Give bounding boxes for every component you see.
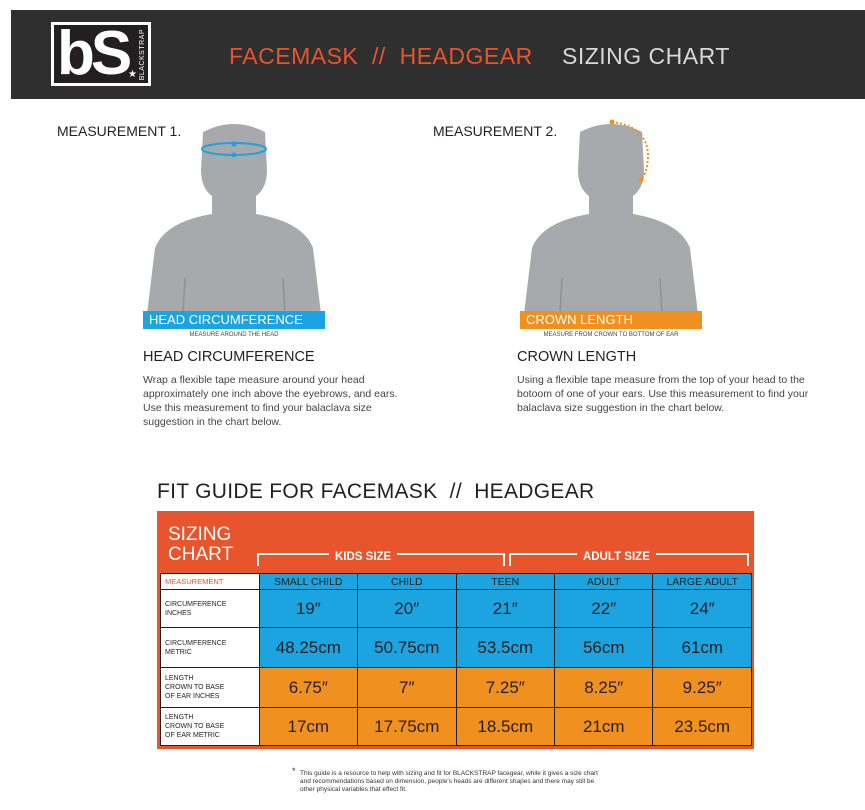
head-circumference-title: HEAD CIRCUMFERENCE bbox=[143, 349, 315, 365]
blackstrap-logo bbox=[51, 19, 151, 88]
row-label-line: OF EAR INCHES bbox=[165, 693, 220, 700]
crown-point-top bbox=[610, 120, 615, 125]
crown-length-figure bbox=[520, 118, 702, 314]
table-cell: 19″ bbox=[259, 589, 358, 628]
row-label-line: CROWN TO BASE bbox=[165, 723, 225, 730]
measurement-1-label: MEASUREMENT 1. bbox=[57, 123, 182, 139]
table-cell: 7″ bbox=[357, 667, 456, 708]
table-row bbox=[160, 707, 751, 745]
column-header: ADULT bbox=[554, 573, 653, 590]
row-label bbox=[160, 589, 260, 628]
table-row bbox=[160, 667, 751, 707]
head-circumference-note: MEASURE AROUND THE HEAD bbox=[189, 332, 279, 338]
table-row bbox=[160, 627, 751, 667]
header-chart-title: SIZING CHART bbox=[562, 43, 730, 69]
crown-point-ear bbox=[639, 178, 644, 183]
sizing-table bbox=[160, 573, 751, 745]
tape-point-top bbox=[232, 142, 237, 147]
footnote-text: This guide is a resource to help with sizing and fit for BLACKSTRAP facegear, while it gives a size chart and recommendations based on dimension, people's heads are different shapes and there may still be other physical variables that effect fit. bbox=[300, 770, 598, 793]
sizing-chart bbox=[157, 511, 754, 749]
crown-length-bar: CROWN LENGTH bbox=[520, 311, 702, 329]
table-cell: 21″ bbox=[456, 589, 555, 628]
row-label bbox=[160, 667, 260, 708]
crown-length-title: CROWN LENGTH bbox=[517, 349, 637, 365]
adult-size-label: ADULT SIZE bbox=[577, 551, 656, 563]
table-cell: 20″ bbox=[357, 589, 456, 628]
header-banner bbox=[11, 10, 865, 99]
crown-length-text: Using a flexible tape measure from the top of your head to the botoom of one of your ears. Use this measurement to find your balaclava size suggestion in the chart below. bbox=[517, 374, 809, 414]
column-header: SMALL CHILD bbox=[259, 573, 358, 590]
logo-star-icon: ★ bbox=[128, 69, 137, 80]
table-header-row bbox=[160, 573, 751, 589]
header-product-title: FACEMASK // HEADGEAR bbox=[229, 43, 533, 69]
table-cell: 7.25″ bbox=[456, 667, 555, 708]
row-label bbox=[160, 627, 260, 668]
row-label bbox=[160, 707, 260, 746]
column-header: LARGE ADULT bbox=[652, 573, 751, 590]
table-cell: 17cm bbox=[259, 707, 358, 746]
row-label-line: CIRCUMFERENCE bbox=[165, 600, 227, 608]
head-silhouette-2 bbox=[524, 124, 698, 314]
row-label-line: LENGTH bbox=[165, 675, 194, 682]
row-label-line: LENGTH bbox=[165, 714, 194, 721]
head-circumference-figure bbox=[143, 118, 325, 314]
head-circumference-bar: HEAD CIRCUMFERENCE bbox=[143, 311, 325, 329]
tape-point-front bbox=[232, 153, 237, 158]
table-cell: 61cm bbox=[652, 627, 751, 668]
row-label-line: CIRCUMFERENCE bbox=[165, 639, 227, 647]
measurement-2-label: MEASUREMENT 2. bbox=[433, 123, 558, 139]
measurement-header: MEASUREMENT bbox=[160, 573, 260, 590]
footnote-asterisk: * bbox=[292, 766, 296, 776]
chart-title-line-2: CHART bbox=[168, 544, 234, 565]
logo-wordmark: BLACKSTRAP bbox=[139, 29, 146, 81]
table-cell: 6.75″ bbox=[259, 667, 358, 708]
kids-size-label: KIDS SIZE bbox=[329, 551, 397, 563]
table-cell: 48.25cm bbox=[259, 627, 358, 668]
column-header: TEEN bbox=[456, 573, 555, 590]
row-label-line: METRIC bbox=[165, 648, 192, 656]
fit-guide-title: FIT GUIDE FOR FACEMASK // HEADGEAR bbox=[157, 480, 595, 503]
table-cell: 17.75cm bbox=[357, 707, 456, 746]
column-header: CHILD bbox=[357, 573, 456, 590]
chart-title-line-1: SIZING bbox=[168, 524, 232, 545]
table-row bbox=[160, 589, 751, 627]
crown-length-note: MEASURE FROM CROWN TO BOTTOM OF EAR bbox=[543, 332, 679, 338]
head-circumference-text: Wrap a flexible tape measure around your head approximately one inch above the eyebrows, and ears. Use this measurement to find your balaclava size suggestion in the chart below. bbox=[143, 374, 398, 428]
table-cell: 9.25″ bbox=[652, 667, 751, 708]
row-label-line: CROWN TO BASE bbox=[165, 684, 225, 691]
table-cell: 23.5cm bbox=[652, 707, 751, 746]
table-cell: 24″ bbox=[652, 589, 751, 628]
table-cell: 50.75cm bbox=[357, 627, 456, 668]
row-label-line: OF EAR METRIC bbox=[165, 732, 220, 739]
table-cell: 18.5cm bbox=[456, 707, 555, 746]
table-cell: 56cm bbox=[554, 627, 653, 668]
sizing-chart-title bbox=[168, 525, 233, 565]
logo-letters: bS bbox=[57, 19, 129, 88]
table-cell: 53.5cm bbox=[456, 627, 555, 668]
table-cell: 21cm bbox=[554, 707, 653, 746]
row-label-line: INCHES bbox=[165, 609, 192, 617]
table-cell: 8.25″ bbox=[554, 667, 653, 708]
table-cell: 22″ bbox=[554, 589, 653, 628]
